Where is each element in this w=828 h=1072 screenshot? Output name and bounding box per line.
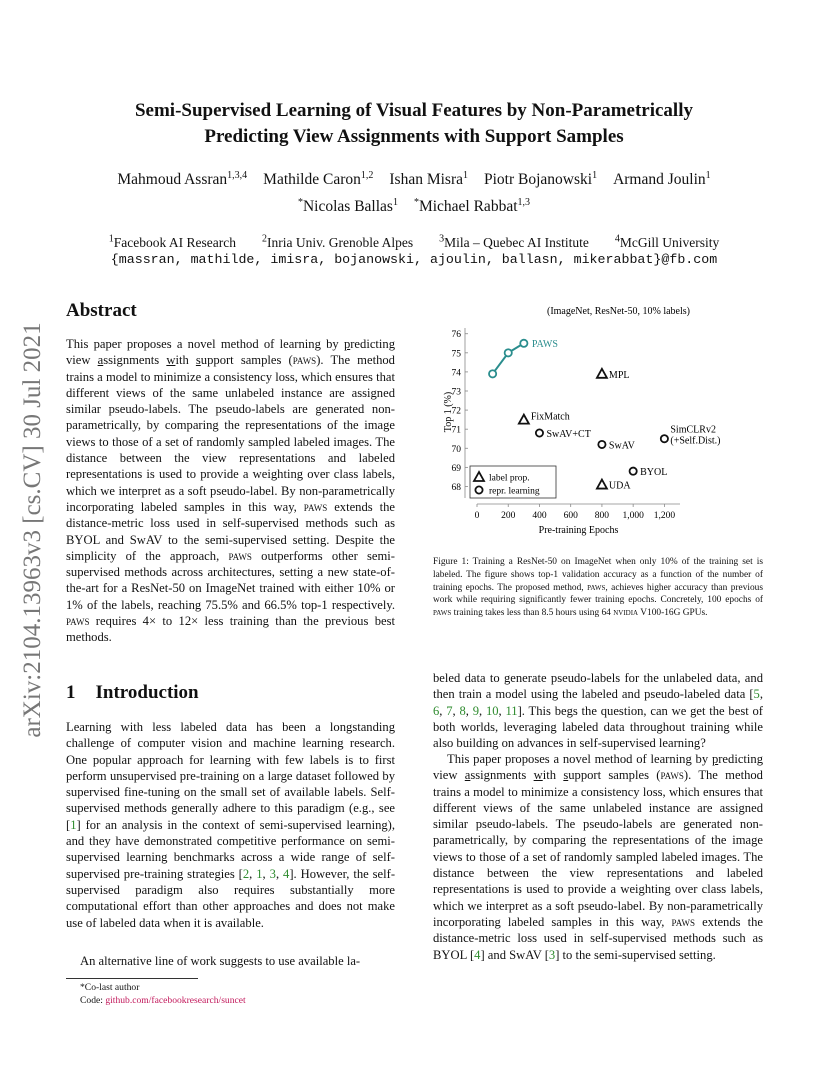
legend-label: repr. learning [489, 486, 540, 497]
y-axis-label: Top 1 (%) [443, 391, 454, 433]
paws-point [489, 370, 496, 377]
intro-paragraph-1: Learning with less labeled data has been a longstanding challenge of computer vision and machine learning research. One popular approach for learning with few labels is to first perform unsupervised pre-training on a large dataset followed by supervised fine-tuning on the small set of available labels. Self-supervised methods generally adhere to this paradigm (e.g., see [1] for an analysis in the context of semi-supervised learning), and they have demonstrated competitive performance on semi-supervised learning benchmarks across a wide range of self-supervised pre-training strategies [2, 1, 3, 4]. However, the self-supervised paradigm also requires substantially more computational effort than other approaches and does not make use of labeled data when it is available. [66, 720, 396, 930]
arxiv-identifier: arXiv:2104.13963v3 [cs.CV] 30 Jul 2021 [19, 322, 46, 738]
author-list-2 [60, 197, 768, 216]
abstract-heading: Abstract [66, 300, 137, 321]
byol-point [630, 468, 637, 475]
code-link[interactable]: github.com/facebookresearch/suncet [105, 994, 246, 1006]
section-number: 1 [66, 682, 76, 703]
y-tick-label: 70 [451, 444, 461, 455]
introduction-heading [66, 682, 199, 704]
x-tick-label: 800 [594, 511, 610, 521]
y-tick-label: 68 [451, 482, 461, 493]
abstract-text: This paper proposes a novel method of learning by predicting view assignments with support samples (paws). The method trains a model to minimize a consistency loss, which ensures that different views of the same unlabeled instance are assigned similar pseudo-labels. The pseudo-labels are generated non-parametrically, by comparing the representations of the image views to those of a set of randomly sampled labeled images. The distance between the view representations and labeled representations is used to provide a weighting over class labels, which we interpret as a soft pseudo-label. By non-parametrically incorporating labeled samples in this way, paws extends the distance-metric loss used in self-supervised methods such as BYOL and SwAV to the semi-supervised setting. Despite the simplicity of the approach, paws outperforms other semi-supervised methods across architectures, setting a new state-of-the-art for a ResNet-50 on ImageNet trained with either 10% or 1% of the labels, reaching 75.5% and 66.5% top-1 respectively. paws requires 4× to 12× less training than the previous best methods. [66, 337, 396, 645]
chart-title: (ImageNet, ResNet-50, 10% labels) [546, 306, 691, 317]
y-tick-label: 73 [451, 387, 461, 398]
x-tick-label: 1,200 [653, 511, 676, 521]
x-tick-label: 1,000 [622, 511, 644, 521]
author-name: Piotr Bojanowski$^1$ [484, 170, 598, 189]
x-axis-label: Pre-training Epochs [538, 525, 619, 536]
mpl-label: MPL [608, 369, 630, 381]
footnote-co-last: *Co-last author [80, 982, 140, 993]
paper-title [60, 98, 768, 150]
affiliation: $^4$McGill University [614, 233, 720, 250]
author-name: *Michael Rabbat$^{1,3}$ [413, 197, 531, 216]
affiliation: $^3$Mila – Quebec AI Institute [439, 233, 589, 250]
fixmatch-label: FixMatch [530, 411, 570, 423]
paws-line [493, 343, 524, 374]
affiliation: $^2$Inria Univ. Grenoble Alpes [262, 233, 414, 250]
author-name: Armand Joulin$^1$ [613, 170, 711, 189]
figure-1-caption: Figure 1: Training a ResNet-50 on ImageNet when only 10% of the training set is labeled. The figure shows top-1 validation accuracy as a function of the number of training epochs. The proposed method, paws, achieves higher accuracy than previous work while requiring significantly fewer training epochs. Concretely, 100 epochs of paws training takes less than 8.5 hours using 64 nvidia V100-16G GPUs. [433, 557, 764, 619]
fixmatch-point [519, 415, 529, 424]
y-tick-label: 74 [451, 368, 461, 379]
author-list [60, 170, 768, 189]
section-title: Introduction [95, 682, 199, 703]
affiliation: $^1$Facebook AI Research [108, 233, 237, 250]
swav-ct-point [536, 429, 543, 436]
author-name: *Nicolas Ballas$^1$ [297, 197, 398, 216]
uda-point [597, 480, 607, 489]
title-line-1: Semi-Supervised Learning of Visual Features by Non-Parametrically [134, 100, 693, 121]
author-name: Mathilde Caron$^{1,2}$ [263, 170, 374, 189]
intro-paragraph-2-start: An alternative line of work suggests to use available la- [80, 954, 361, 968]
author-emails: {massran, mathilde, imisra, bojanowski, ajoulin, ballasn, mikerabbat}@fb.com [110, 252, 718, 267]
x-tick-label: 400 [532, 511, 547, 521]
author-name: Mahmoud Assran$^{1,3,4}$ [117, 170, 248, 189]
author-name: Ishan Misra$^1$ [389, 170, 468, 189]
y-tick-label: 72 [451, 406, 461, 417]
paws-label: PAWS [531, 338, 558, 350]
x-tick-label: 600 [563, 511, 578, 521]
figure-1-chart [432, 300, 772, 545]
right-paragraph-2: This paper proposes a novel method of learning by predicting view assignments with support samples (paws). The method trains a model to minimize a consistency loss, which ensures that different views of the same unlabeled instance are assigned similar pseudo-labels. The pseudo-labels are generated non-parametrically, by comparing the representations of the image views to those of a set of randomly sampled labeled images. The distance between the view representations and labeled representations is used to provide a weighting over class labels, which we interpret as a soft pseudo-label. By non-parametrically incorporating labeled samples in this way, paws extends the distance-metric loss used in self-supervised methods such as BYOL [4] and SwAV [3] to the semi-supervised setting. [433, 752, 764, 962]
uda-label: UDA [608, 480, 631, 492]
swav-ct-label: SwAV+CT [546, 429, 591, 440]
title-line-2: Predicting View Assignments with Support Samples [204, 126, 624, 147]
y-tick-label: 75 [451, 349, 461, 360]
mpl-point [597, 369, 607, 378]
simclrv2-label-2: (+Self.Dist.) [670, 435, 721, 447]
paws-point [520, 340, 527, 347]
right-paragraph-1: beled data to generate pseudo-labels for the unlabeled data, and then train a model using the labeled and pseudo-labeled data [5, 6, 7, 8, 9, 10, 11]. This begs the question, can we get the best of both worlds, leveraging labeled data throughout training while also building on advances in self-supervised learning? [433, 671, 763, 751]
legend-label: label prop. [489, 473, 530, 484]
x-tick-label: 0 [474, 511, 480, 521]
legend-circle-icon [475, 486, 482, 493]
affiliations [60, 233, 768, 251]
footnote-rule [66, 978, 198, 979]
swav-label: SwAV [608, 440, 635, 452]
swav-point [598, 441, 605, 448]
y-tick-label: 69 [451, 463, 461, 474]
y-tick-label: 76 [451, 330, 461, 341]
x-tick-label: 200 [501, 511, 516, 521]
byol-label: BYOL [640, 467, 668, 479]
y-tick-label: 71 [451, 425, 461, 436]
simclrv2-point [661, 435, 668, 442]
footnotes [80, 982, 400, 1007]
footnote-code: Code: github.com/facebookresearch/suncet [80, 994, 246, 1006]
paws-point [505, 349, 512, 356]
simclrv2-label: SimCLRv2 [670, 424, 716, 436]
